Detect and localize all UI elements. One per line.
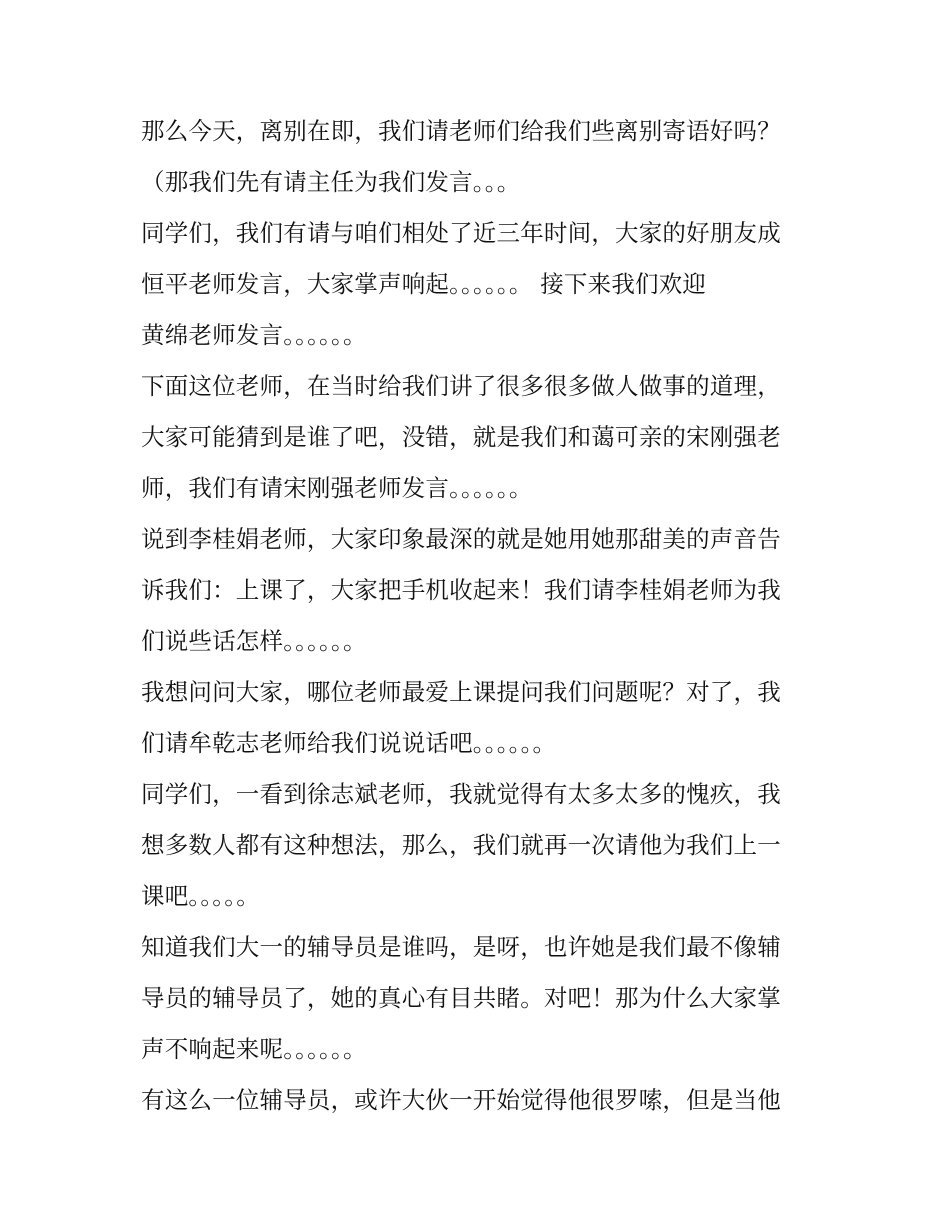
text-line: 课吧。。。。。 — [141, 882, 260, 910]
text-line: 想多数人都有这种想法，那么，我们就再一次请他为我们上一 — [141, 831, 781, 859]
document-body — [141, 106, 821, 1126]
text-line: 我想问问大家，哪位老师最爱上课提问我们问题呢？对了，我 — [141, 678, 781, 706]
text-line: 恒平老师发言，大家掌声响起。。。。。。 接下来我们欢迎 — [141, 270, 707, 298]
text-line: 师，我们有请宋刚强老师发言。。。。。。 — [141, 474, 533, 502]
text-line: 说到李桂娟老师，大家印象最深的就是她用她那甜美的声音告 — [141, 525, 781, 553]
text-line: 同学们，我们有请与咱们相处了近三年时间，大家的好朋友成 — [141, 219, 781, 247]
text-line: 大家可能猜到是谁了吧，没错，就是我们和蔼可亲的宋刚强老 — [141, 423, 781, 451]
text-line: 声不响起来呢。。。。。。 — [141, 1035, 367, 1063]
text-line: 知道我们大一的辅导员是谁吗，是呀，也许她是我们最不像辅 — [141, 933, 781, 961]
text-line: 导员的辅导员了，她的真心有目共睹。对吧！那为什么大家掌 — [141, 984, 781, 1012]
text-line: 们请牟乾志老师给我们说说话吧。。。。。。 — [141, 729, 557, 757]
text-line: （那我们先有请主任为我们发言。。。 — [141, 168, 521, 196]
text-line: 诉我们：上课了，大家把手机收起来！我们请李桂娟老师为我 — [141, 576, 781, 604]
text-line: 有这么一位辅导员，或许大伙一开始觉得他很罗嗦，但是当他 — [141, 1086, 781, 1114]
text-line: 同学们，一看到徐志斌老师，我就觉得有太多太多的愧疚，我 — [141, 780, 781, 808]
text-line: 黄绵老师发言。。。。。。 — [141, 321, 367, 349]
text-line: 下面这位老师，在当时给我们讲了很多很多做人做事的道理， — [141, 372, 781, 400]
text-line: 们说些话怎样。。。。。。 — [141, 627, 367, 655]
text-line: 那么今天，离别在即，我们请老师们给我们些离别寄语好吗？ — [141, 117, 781, 145]
